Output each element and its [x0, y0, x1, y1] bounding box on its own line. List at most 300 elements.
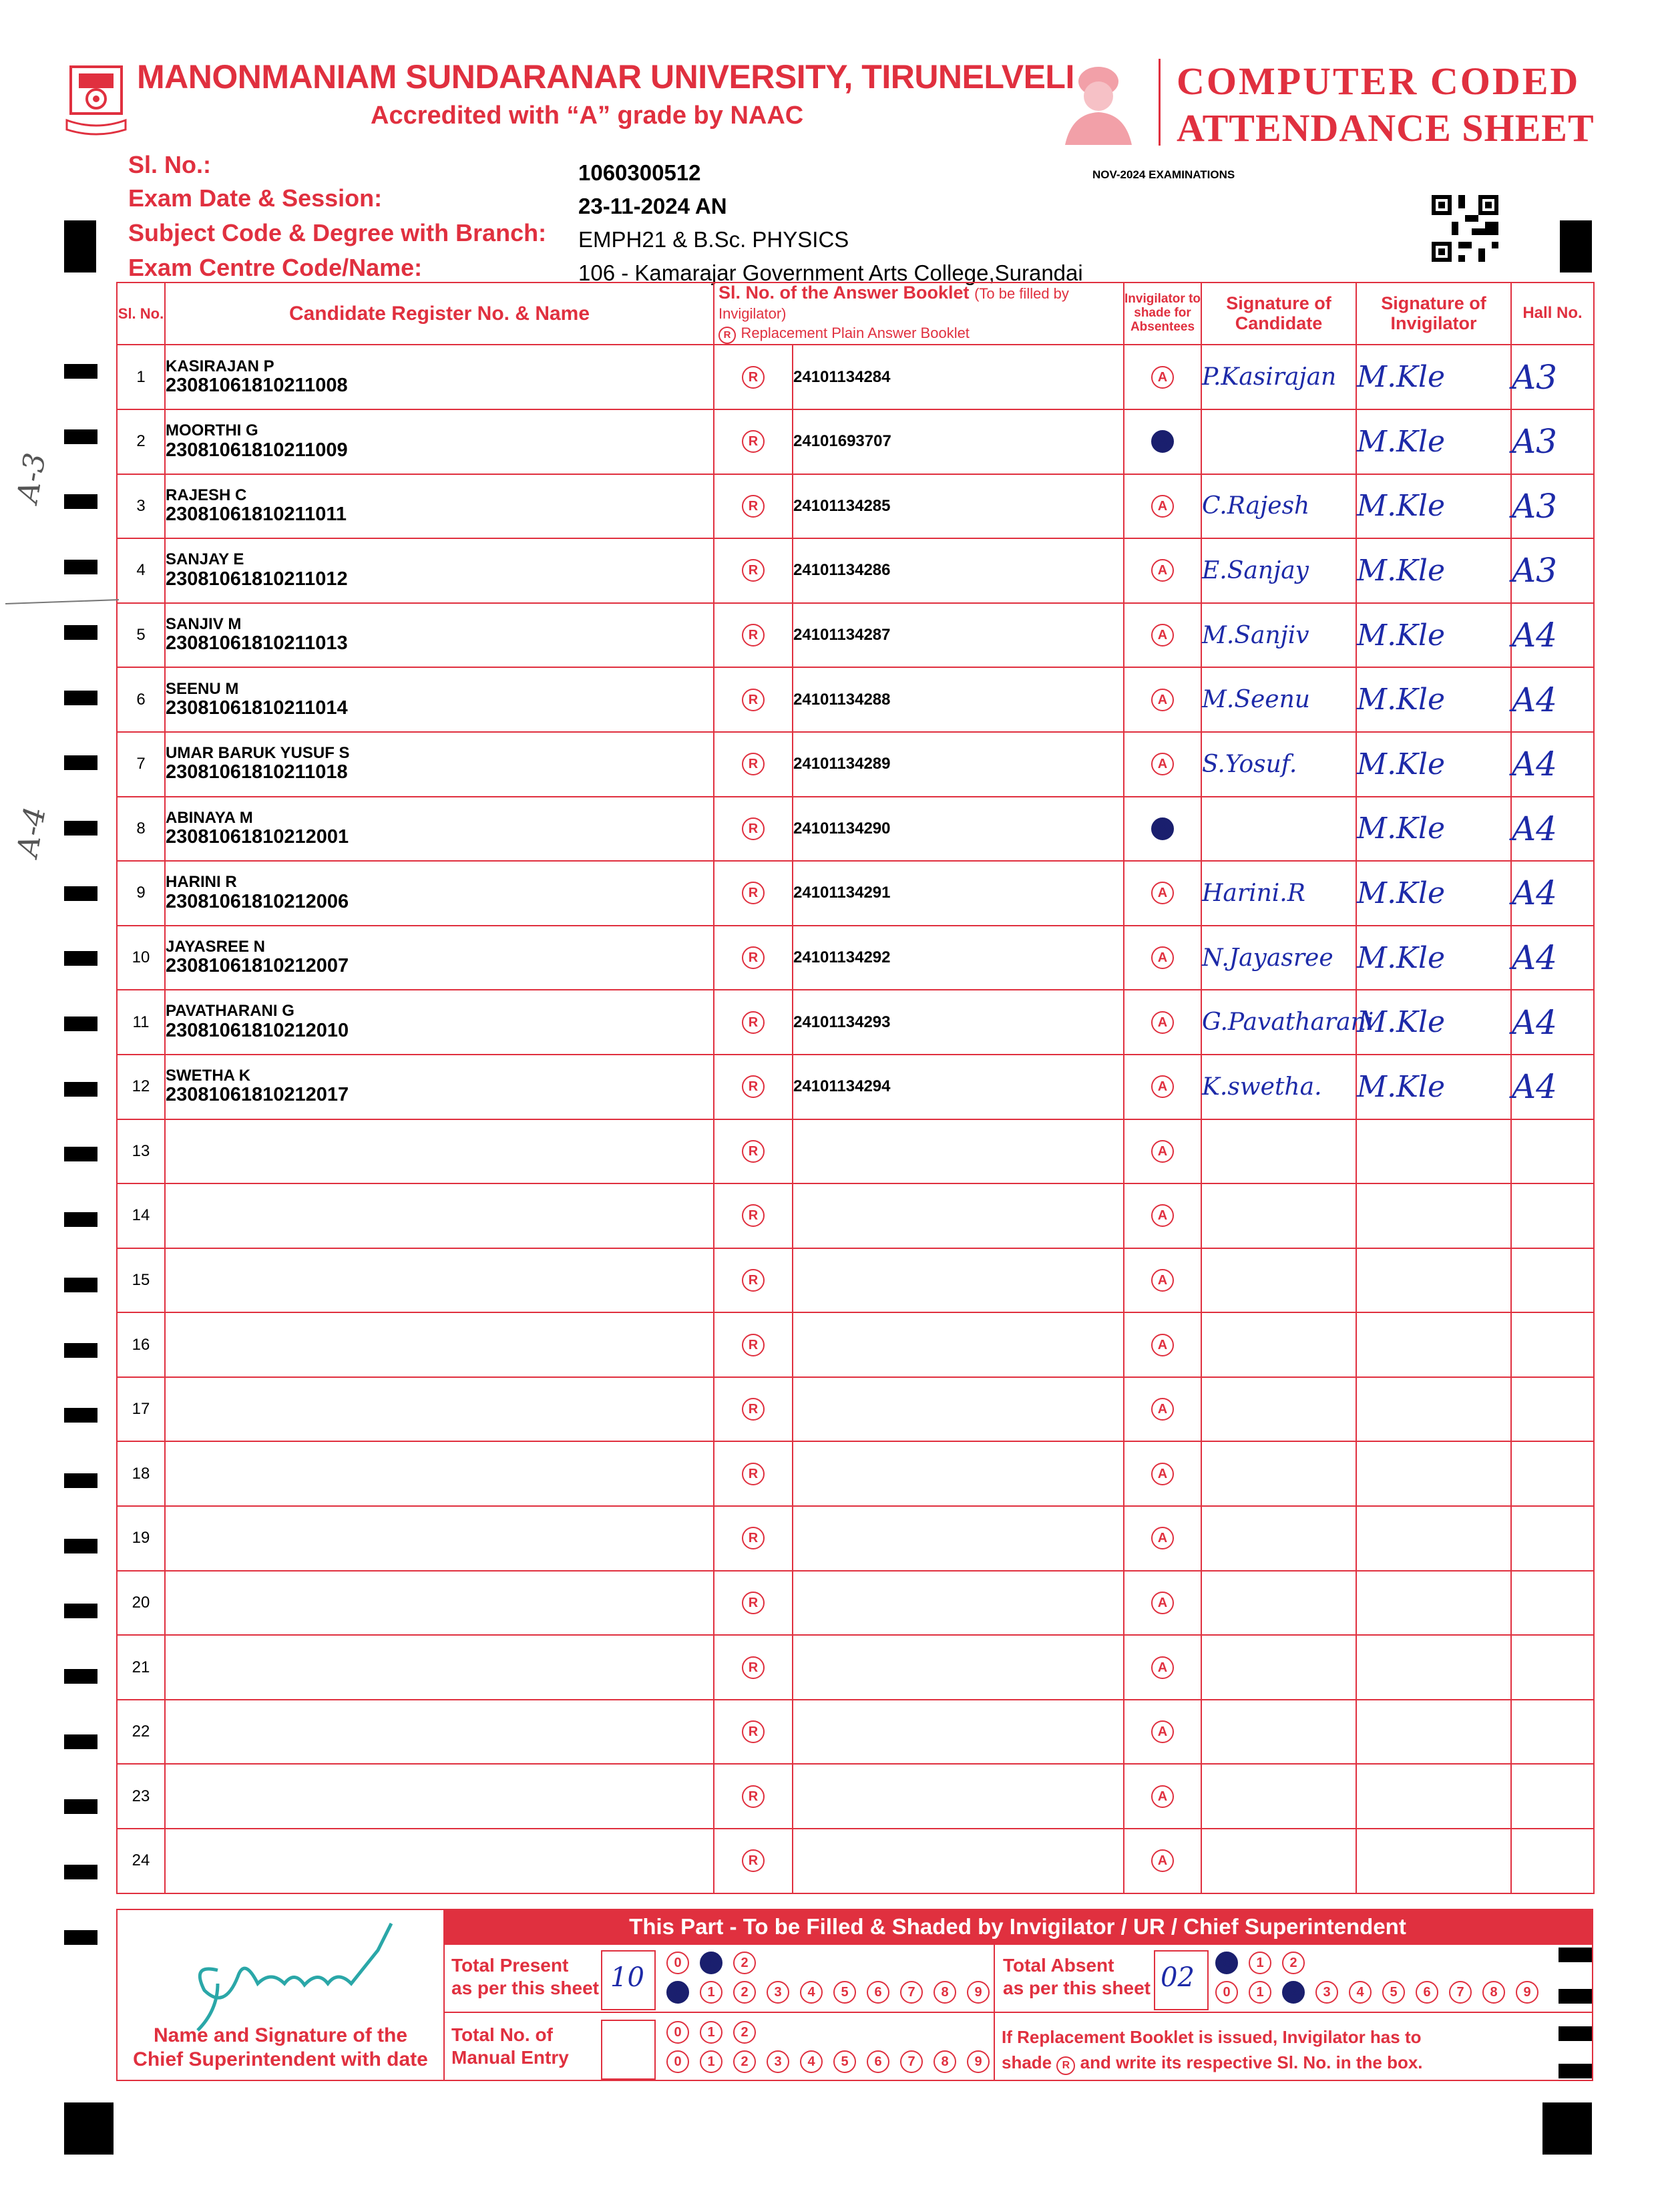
manual-entry-box[interactable]: [601, 2020, 656, 2080]
row-candidate: [165, 1377, 714, 1442]
table-row: [117, 409, 1594, 474]
sheet-title-line2: ATTENDANCE SHEET: [1177, 106, 1595, 150]
timing-mark: [64, 1343, 97, 1358]
replacement-note: [1002, 2025, 1423, 2075]
invigilator-signature: M.Kle: [1356, 603, 1511, 668]
hall-number: [1511, 1506, 1594, 1571]
row-candidate: [165, 926, 714, 990]
subject-label: Subject Code & Degree with Branch:: [128, 219, 547, 246]
register-number: 23081061810211011: [166, 504, 347, 526]
hall-number: [1511, 1764, 1594, 1829]
replacement-bubble[interactable]: R: [742, 1334, 765, 1356]
absent-bubble[interactable]: A: [1151, 624, 1174, 647]
table-row: [117, 1441, 1594, 1506]
replacement-bubble[interactable]: R: [742, 1592, 765, 1614]
absent-bubble[interactable]: A: [1151, 430, 1174, 453]
candidate-signature: [1201, 1119, 1356, 1184]
manual-units-bubbles: [666, 2050, 1000, 2073]
absent-bubble[interactable]: A: [1151, 1011, 1174, 1034]
row-candidate: [165, 538, 714, 603]
digit-bubble-1[interactable]: 1: [1249, 1981, 1271, 2004]
invigilator-signature: [1356, 1312, 1511, 1377]
invigilator-signature: M.Kle: [1356, 732, 1511, 797]
timing-mark: [64, 364, 97, 379]
hall-number: [1511, 1700, 1594, 1765]
attendance-table: [116, 282, 1595, 1894]
timing-mark: [64, 886, 97, 901]
row-replacement: [714, 1183, 793, 1248]
hall-number: A4: [1511, 926, 1594, 990]
absent-bubble[interactable]: A: [1151, 882, 1174, 904]
row-sl: 13: [117, 1119, 165, 1184]
answer-booklet-number: [793, 1441, 1124, 1506]
margin-divider-line: [5, 599, 119, 604]
table-row: [117, 797, 1594, 862]
row-replacement: [714, 1635, 793, 1700]
hall-number: A3: [1511, 409, 1594, 474]
digit-bubble-0[interactable]: 0: [666, 1981, 689, 2004]
register-number: 23081061810212006: [166, 890, 349, 912]
replacement-bubble[interactable]: R: [742, 624, 765, 647]
timing-mark: [64, 494, 97, 509]
timing-mark: [64, 1278, 97, 1292]
digit-bubble-5[interactable]: 5: [833, 2050, 856, 2073]
row-sl: 15: [117, 1248, 165, 1313]
hall-number: A4: [1511, 797, 1594, 862]
absent-bubble[interactable]: A: [1151, 1140, 1174, 1163]
row-absent: [1124, 732, 1201, 797]
digit-bubble-0[interactable]: 0: [666, 1952, 689, 1974]
absent-bubble[interactable]: A: [1151, 753, 1174, 775]
founder-portrait-icon: [1058, 55, 1138, 145]
timing-mark: [64, 560, 97, 574]
header-sig-candidate: Signature of Candidate: [1201, 283, 1356, 345]
row-sl: 23: [117, 1764, 165, 1829]
hall-number: [1511, 1441, 1594, 1506]
hall-number: A4: [1511, 603, 1594, 668]
header-replacement: Replacement Plain Answer Booklet: [741, 325, 970, 342]
row-absent: [1124, 1764, 1201, 1829]
register-number: 23081061810211008: [166, 374, 348, 396]
digit-bubble-2[interactable]: 2: [733, 1981, 756, 2004]
absent-bubble[interactable]: A: [1151, 1398, 1174, 1421]
digit-bubble-3[interactable]: 3: [767, 2050, 789, 2073]
hall-number: A4: [1511, 990, 1594, 1055]
answer-booklet-number: [793, 1377, 1124, 1442]
row-replacement: [714, 1829, 793, 1893]
candidate-name: HARINI R: [166, 873, 237, 892]
row-sl: 6: [117, 667, 165, 732]
row-replacement: [714, 990, 793, 1055]
row-absent: [1124, 1829, 1201, 1893]
row-absent: [1124, 926, 1201, 990]
answer-booklet-number: 24101134290: [793, 797, 1124, 862]
absent-bubble[interactable]: A: [1151, 946, 1174, 969]
candidate-signature: [1201, 409, 1356, 474]
hall-number: [1511, 1312, 1594, 1377]
absent-label-line2: as per this sheet: [1003, 1977, 1151, 1998]
candidate-signature: N.Jayasree: [1201, 926, 1356, 990]
row-absent: [1124, 1119, 1201, 1184]
row-sl: 1: [117, 345, 165, 409]
answer-booklet-number: 24101693707: [793, 409, 1124, 474]
total-present-box[interactable]: [601, 1950, 656, 2010]
row-candidate: [165, 1312, 714, 1377]
margin-note-a3: A-3: [10, 450, 53, 506]
row-candidate: [165, 1248, 714, 1313]
absent-bubble[interactable]: A: [1151, 1656, 1174, 1679]
replacement-r-icon: R: [718, 327, 736, 344]
invigilator-signature: M.Kle: [1356, 861, 1511, 926]
row-sl: 2: [117, 409, 165, 474]
exam-date-value: 23-11-2024 AN: [578, 194, 727, 218]
candidate-signature: [1201, 1635, 1356, 1700]
row-sl: 5: [117, 603, 165, 668]
row-replacement: [714, 474, 793, 539]
replacement-bubble[interactable]: R: [742, 430, 765, 453]
row-candidate: [165, 667, 714, 732]
hall-number: A4: [1511, 667, 1594, 732]
candidate-name: MOORTHI G: [166, 421, 258, 440]
table-row: [117, 990, 1594, 1055]
replacement-bubble[interactable]: R: [742, 1269, 765, 1292]
note-line1: If Replacement Booklet is issued, Invigilator has to: [1002, 2027, 1422, 2047]
row-candidate: [165, 1441, 714, 1506]
digit-bubble-5[interactable]: 5: [833, 1981, 856, 2004]
digit-bubble-2[interactable]: 2: [733, 2021, 756, 2044]
timing-mark: [64, 1473, 97, 1488]
digit-bubble-7[interactable]: 7: [900, 1981, 923, 2004]
header-divider: [1159, 59, 1161, 146]
header-booklet-title: Sl. No. of the Answer Booklet: [718, 283, 970, 303]
replacement-bubble[interactable]: R: [742, 1656, 765, 1679]
candidate-name: JAYASREE N: [166, 937, 265, 956]
chief-superintendent-signature: [178, 1923, 418, 2037]
header-booklet: [714, 283, 1124, 345]
invigilator-section: [116, 1909, 1593, 2081]
absent-bubble[interactable]: A: [1151, 366, 1174, 389]
row-sl: 16: [117, 1312, 165, 1377]
replacement-bubble[interactable]: R: [742, 817, 765, 840]
invigilator-signature: [1356, 1764, 1511, 1829]
replacement-bubble[interactable]: R: [742, 1463, 765, 1485]
digit-bubble-0[interactable]: 0: [666, 2021, 689, 2044]
manual-label-line1: Total No. of: [451, 2024, 553, 2045]
absent-bubble[interactable]: A: [1151, 1849, 1174, 1872]
hall-number: A3: [1511, 345, 1594, 409]
candidate-signature: [1201, 1506, 1356, 1571]
answer-booklet-number: [793, 1829, 1124, 1893]
absent-bubble[interactable]: A: [1151, 1720, 1174, 1743]
row-replacement: [714, 603, 793, 668]
table-row: [117, 1312, 1594, 1377]
candidate-signature: Harini.R: [1201, 861, 1356, 926]
replacement-bubble[interactable]: R: [742, 559, 765, 582]
header-hall: Hall No.: [1511, 283, 1594, 345]
timing-mark: [64, 625, 97, 640]
row-candidate: [165, 1506, 714, 1571]
row-absent: [1124, 1441, 1201, 1506]
manual-tens-bubbles: [666, 2021, 767, 2044]
digit-bubble-2[interactable]: 2: [733, 1952, 756, 1974]
invigilator-signature: M.Kle: [1356, 345, 1511, 409]
invigilator-signature: M.Kle: [1356, 990, 1511, 1055]
invigilator-signature: [1356, 1441, 1511, 1506]
invigilator-signature: [1356, 1635, 1511, 1700]
digit-bubble-2[interactable]: 2: [1282, 1981, 1305, 2004]
candidate-name: PAVATHARANI G: [166, 1002, 294, 1021]
digit-bubble-8[interactable]: 8: [934, 2050, 956, 2073]
table-row: [117, 732, 1594, 797]
table-row: [117, 345, 1594, 409]
exam-date-label: Exam Date & Session:: [128, 184, 383, 212]
answer-booklet-number: 24101134287: [793, 603, 1124, 668]
university-name: MANONMANIAM SUNDARANAR UNIVERSITY, TIRUNELVELI: [137, 58, 1074, 96]
row-sl: 19: [117, 1506, 165, 1571]
digit-bubble-4[interactable]: 4: [800, 1981, 823, 2004]
replacement-bubble[interactable]: R: [742, 689, 765, 711]
timing-mark: [64, 1799, 97, 1814]
digit-bubble-7[interactable]: 7: [1449, 1981, 1472, 2004]
table-row: [117, 926, 1594, 990]
invigilator-signature: M.Kle: [1356, 1055, 1511, 1119]
row-absent: [1124, 1700, 1201, 1765]
timing-mark: [64, 1865, 97, 1879]
candidate-signature: [1201, 1829, 1356, 1893]
absent-bubble[interactable]: A: [1151, 559, 1174, 582]
header-sig-invigilator: Signature of Invigilator: [1356, 283, 1511, 345]
row-replacement: [714, 1700, 793, 1765]
row-candidate: [165, 861, 714, 926]
replacement-bubble[interactable]: R: [742, 946, 765, 969]
digit-bubble-6[interactable]: 6: [1416, 1981, 1438, 2004]
absent-bubble[interactable]: A: [1151, 1334, 1174, 1356]
absent-bubble[interactable]: A: [1151, 689, 1174, 711]
register-number: 23081061810211014: [166, 697, 348, 719]
table-row: [117, 603, 1594, 668]
candidate-name: RAJESH C: [166, 486, 247, 504]
digit-bubble-2[interactable]: 2: [733, 2050, 756, 2073]
hall-number: [1511, 1248, 1594, 1313]
row-candidate: [165, 732, 714, 797]
row-candidate: [165, 1635, 714, 1700]
note-line2-post: and write its respective Sl. No. in the box.: [1080, 2052, 1423, 2072]
table-row: [117, 1248, 1594, 1313]
answer-booklet-number: 24101134289: [793, 732, 1124, 797]
row-sl: 22: [117, 1700, 165, 1765]
digit-bubble-9[interactable]: 9: [1516, 1981, 1538, 2004]
row-replacement: [714, 1055, 793, 1119]
row-absent: [1124, 1377, 1201, 1442]
digit-bubble-9[interactable]: 9: [967, 1981, 990, 2004]
replacement-bubble[interactable]: R: [742, 1140, 765, 1163]
digit-bubble-9[interactable]: 9: [967, 2050, 990, 2073]
candidate-name: ABINAYA M: [166, 808, 253, 827]
timing-mark: [64, 1669, 97, 1684]
row-absent: [1124, 1055, 1201, 1119]
timing-mark: [64, 429, 97, 444]
part-banner: This Part - To be Filled & Shaded by Invigilator / UR / Chief Superintendent: [443, 1910, 1592, 1944]
note-line2-pre: shade: [1002, 2052, 1052, 2072]
cs-label-line2: Chief Superintendent with date: [133, 2048, 428, 2070]
absent-bubble[interactable]: A: [1151, 817, 1174, 840]
subject-value: EMPH21 & B.Sc. PHYSICS: [578, 227, 849, 252]
row-absent: [1124, 603, 1201, 668]
replacement-bubble[interactable]: R: [742, 753, 765, 775]
candidate-signature: S.Yosuf.: [1201, 732, 1356, 797]
replacement-bubble[interactable]: R: [742, 366, 765, 389]
row-absent: [1124, 990, 1201, 1055]
candidate-signature: E.Sanjay: [1201, 538, 1356, 603]
digit-bubble-0[interactable]: 0: [1215, 1952, 1238, 1974]
absent-bubble[interactable]: A: [1151, 495, 1174, 518]
replacement-bubble[interactable]: R: [742, 1785, 765, 1808]
absent-bubble[interactable]: A: [1151, 1075, 1174, 1098]
header-candidate: Candidate Register No. & Name: [165, 283, 714, 345]
answer-booklet-number: 24101134293: [793, 990, 1124, 1055]
row-replacement: [714, 538, 793, 603]
invigilator-signature: M.Kle: [1356, 538, 1511, 603]
replacement-bubble[interactable]: R: [742, 1849, 765, 1872]
digit-bubble-6[interactable]: 6: [867, 2050, 889, 2073]
absent-bubble[interactable]: A: [1151, 1527, 1174, 1549]
total-absent-label: [1003, 1954, 1151, 1999]
row-replacement: [714, 1248, 793, 1313]
row-candidate: [165, 990, 714, 1055]
absent-bubble[interactable]: A: [1151, 1269, 1174, 1292]
row-replacement: [714, 1377, 793, 1442]
digit-bubble-3[interactable]: 3: [1315, 1981, 1338, 2004]
row-absent: [1124, 1635, 1201, 1700]
timing-mark: [64, 1082, 97, 1097]
hall-number: [1511, 1635, 1594, 1700]
digit-bubble-1[interactable]: 1: [700, 2021, 722, 2044]
row-sl: 7: [117, 732, 165, 797]
row-absent: [1124, 409, 1201, 474]
timing-mark: [64, 1930, 97, 1945]
replacement-bubble[interactable]: R: [742, 1011, 765, 1034]
absent-bubble[interactable]: A: [1151, 1463, 1174, 1485]
digit-bubble-0[interactable]: 0: [666, 2050, 689, 2073]
candidate-signature: [1201, 1571, 1356, 1636]
digit-bubble-2[interactable]: 2: [1282, 1952, 1305, 1974]
timing-mark: [64, 821, 97, 836]
digit-bubble-3[interactable]: 3: [767, 1981, 789, 2004]
absent-bubble[interactable]: A: [1151, 1785, 1174, 1808]
digit-bubble-8[interactable]: 8: [1482, 1981, 1505, 2004]
replacement-bubble[interactable]: R: [742, 882, 765, 904]
absent-label-line1: Total Absent: [1003, 1955, 1114, 1976]
row-candidate: [165, 797, 714, 862]
digit-bubble-7[interactable]: 7: [900, 2050, 923, 2073]
row-absent: [1124, 797, 1201, 862]
invigilator-signature: [1356, 1248, 1511, 1313]
hall-number: A4: [1511, 861, 1594, 926]
total-absent-box[interactable]: [1154, 1950, 1209, 2010]
invigilator-signature: [1356, 1377, 1511, 1442]
chief-superintendent-label: [118, 2024, 443, 2072]
digit-bubble-6[interactable]: 6: [867, 1981, 889, 2004]
row-replacement: [714, 926, 793, 990]
answer-booklet-number: [793, 1312, 1124, 1377]
row-sl: 4: [117, 538, 165, 603]
replacement-bubble[interactable]: R: [742, 495, 765, 518]
row-replacement: [714, 732, 793, 797]
total-present-label: [451, 1954, 599, 1999]
exam-series: NOV-2024 EXAMINATIONS: [1092, 168, 1235, 181]
replacement-bubble[interactable]: R: [742, 1527, 765, 1549]
digit-bubble-1[interactable]: 1: [700, 1952, 722, 1974]
candidate-signature: M.Seenu: [1201, 667, 1356, 732]
digit-bubble-8[interactable]: 8: [934, 1981, 956, 2004]
register-number: 23081061810212017: [166, 1084, 349, 1106]
timing-mark: [64, 755, 97, 770]
hall-number: [1511, 1829, 1594, 1893]
replacement-bubble[interactable]: R: [742, 1075, 765, 1098]
candidate-signature: [1201, 1377, 1356, 1442]
timing-mark: [64, 1017, 97, 1031]
table-row: [117, 1635, 1594, 1700]
table-row: [117, 1377, 1594, 1442]
replacement-bubble[interactable]: R: [742, 1204, 765, 1227]
absent-tens-bubbles: [1215, 1952, 1315, 1974]
digit-bubble-1[interactable]: 1: [700, 1981, 722, 2004]
digit-bubble-4[interactable]: 4: [800, 2050, 823, 2073]
timing-mark: [64, 1539, 97, 1553]
table-row: [117, 1119, 1594, 1184]
absent-bubble[interactable]: A: [1151, 1204, 1174, 1227]
replacement-bubble[interactable]: R: [742, 1398, 765, 1421]
row-replacement: [714, 797, 793, 862]
digit-bubble-1[interactable]: 1: [700, 2050, 722, 2073]
present-tens-bubbles: [666, 1952, 767, 1974]
digit-bubble-4[interactable]: 4: [1349, 1981, 1372, 2004]
candidate-signature: K.swetha.: [1201, 1055, 1356, 1119]
row-candidate: [165, 1700, 714, 1765]
table-row: [117, 1055, 1594, 1119]
register-number: 23081061810212007: [166, 955, 349, 977]
row-absent: [1124, 1506, 1201, 1571]
row-absent: [1124, 1183, 1201, 1248]
university-logo-icon: [64, 64, 128, 138]
note-r-icon: R: [1056, 2056, 1075, 2075]
candidate-signature: [1201, 1248, 1356, 1313]
digit-bubble-5[interactable]: 5: [1382, 1981, 1405, 2004]
absent-bubble[interactable]: A: [1151, 1592, 1174, 1614]
candidate-name: SANJAY E: [166, 550, 244, 569]
manual-label-line2: Manual Entry: [451, 2046, 569, 2068]
invigilator-signature: [1356, 1183, 1511, 1248]
row-replacement: [714, 1571, 793, 1636]
mid-divider-h: [443, 2012, 1592, 2013]
digit-bubble-0[interactable]: 0: [1215, 1981, 1238, 2004]
header-absent: Invigilator to shade for Absentees: [1124, 283, 1201, 345]
hall-number: [1511, 1119, 1594, 1184]
row-absent: [1124, 1312, 1201, 1377]
row-candidate: [165, 1055, 714, 1119]
answer-booklet-number: [793, 1571, 1124, 1636]
replacement-bubble[interactable]: R: [742, 1720, 765, 1743]
row-sl: 14: [117, 1183, 165, 1248]
hall-number: A4: [1511, 732, 1594, 797]
digit-bubble-1[interactable]: 1: [1249, 1952, 1271, 1974]
timing-mark: [64, 1408, 97, 1423]
row-replacement: [714, 409, 793, 474]
answer-booklet-number: [793, 1635, 1124, 1700]
candidate-signature: [1201, 1700, 1356, 1765]
row-sl: 12: [117, 1055, 165, 1119]
table-row: [117, 1829, 1594, 1893]
